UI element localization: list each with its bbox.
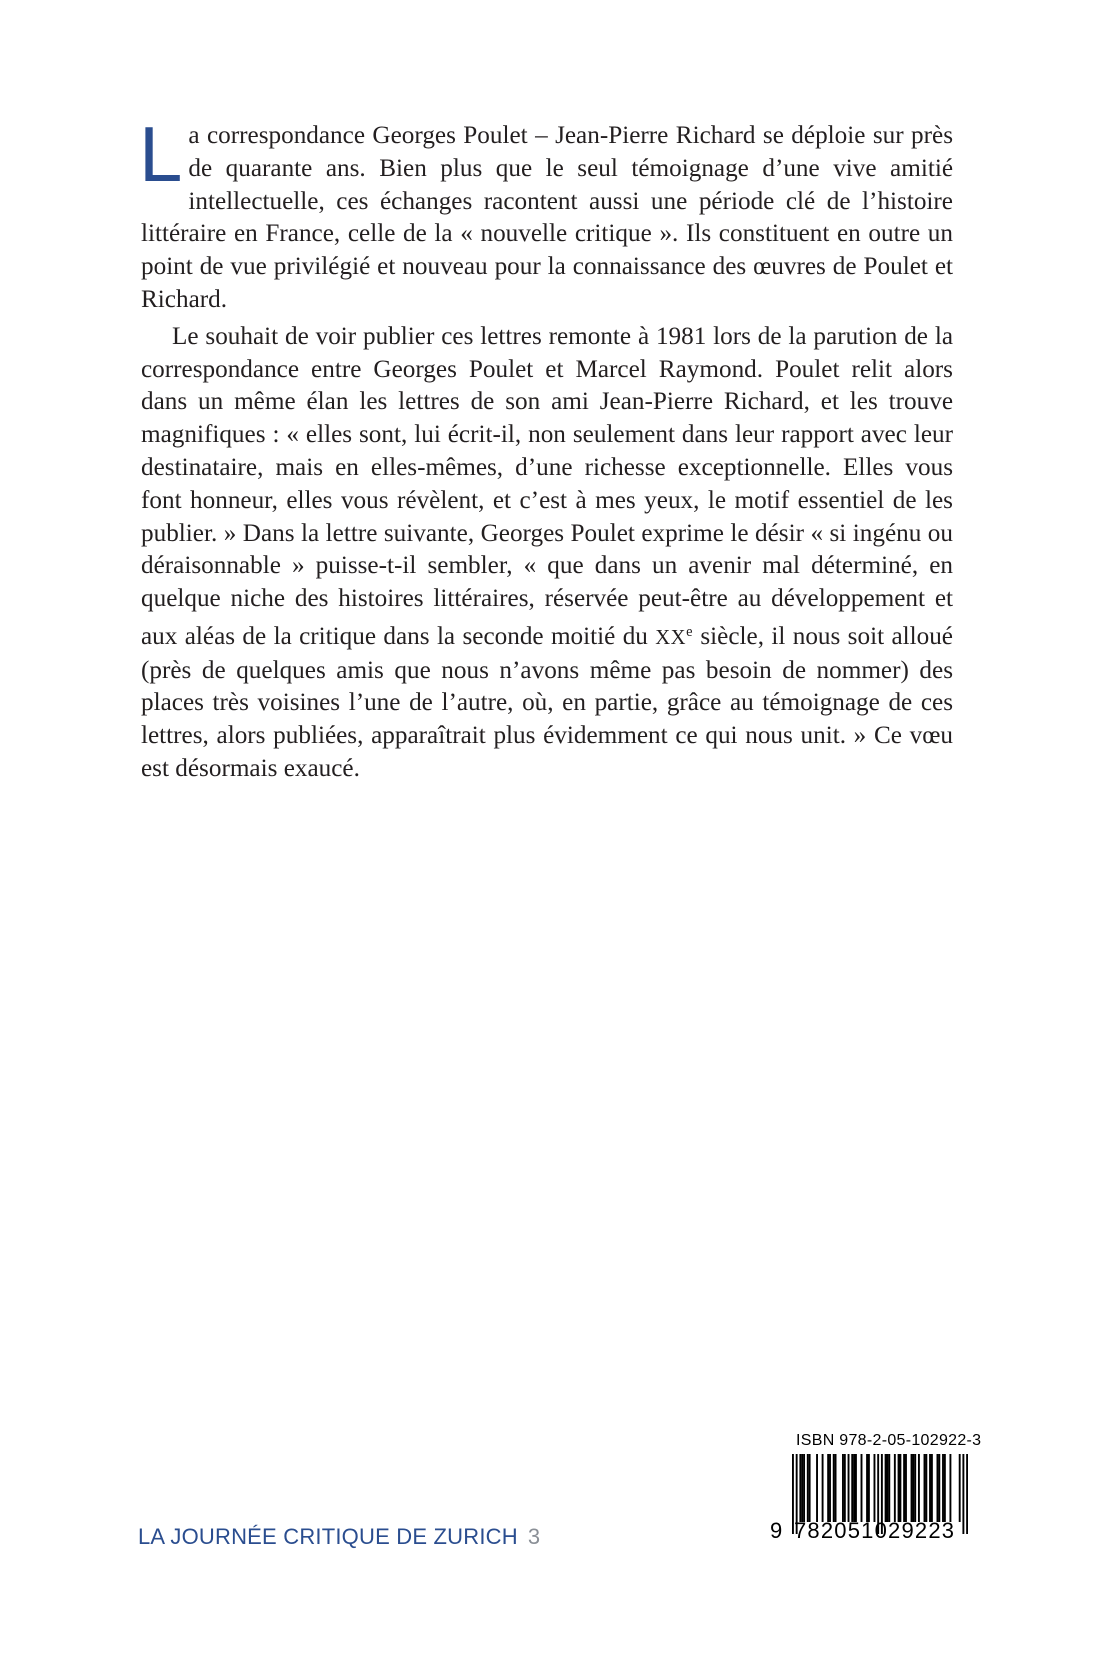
isbn-label: ISBN 978-2-05-102922-3 bbox=[796, 1432, 982, 1449]
barcode-bar bbox=[833, 1454, 835, 1522]
barcode-bar bbox=[903, 1454, 905, 1522]
barcode-bar bbox=[809, 1454, 811, 1522]
barcode-first-digit: 9 bbox=[770, 1518, 783, 1543]
barcode-bar bbox=[962, 1454, 964, 1534]
barcode-bar bbox=[911, 1454, 913, 1522]
barcode-bar bbox=[931, 1454, 933, 1522]
series-name: LA JOURNÉE CRITIQUE DE ZURICH bbox=[138, 1524, 518, 1549]
barcode-bar bbox=[801, 1454, 803, 1522]
barcode-bar bbox=[912, 1454, 914, 1522]
barcode-bar bbox=[803, 1454, 805, 1522]
barcode-bar bbox=[829, 1454, 831, 1522]
barcode-bar bbox=[874, 1454, 876, 1522]
barcode-bar bbox=[944, 1454, 946, 1522]
paragraph-2-text-a: Le souhait de voir publier ces lettres remonte à 1981 lors de la parution de la correspondance entre Georges Poulet et Marcel Raymond. Poulet relit alors dans un même élan les lettres de son ami Jean-Pierre Richard, et les trouve magnifiques : « elles sont, lui écrit-il, non seulement dans leur rapport avec leur destinataire, mais en elles-mêmes, d’une richesse exceptionnelle. Elles vous font honneur, elles vous révèlent, et c’est à mes yeux, le motif essentiel de les publier. » Dans la lettre suivante, Georges Poulet exprime le désir « si ingénu ou déraisonnable » puisse-t-il sembler, « que dans un avenir mal déterminé, en quelque niche des histoires littéraires, réservée peut-être au développement et aux aléas de la critique dans la seconde moitié du bbox=[141, 322, 953, 650]
barcode-bar bbox=[918, 1454, 920, 1522]
barcode-bar bbox=[898, 1454, 900, 1522]
series-number: 3 bbox=[527, 1524, 541, 1549]
barcode-bar bbox=[851, 1454, 853, 1522]
barcode-bar bbox=[827, 1454, 829, 1522]
barcode-bar bbox=[848, 1454, 850, 1522]
paragraph-1 bbox=[139, 110, 953, 317]
barcode-bar bbox=[835, 1454, 837, 1522]
barcode-bar bbox=[844, 1454, 846, 1522]
barcode-bar bbox=[868, 1454, 870, 1522]
century-superscript: e bbox=[686, 623, 694, 640]
century-numeral: XXe bbox=[655, 623, 694, 649]
barcode-bar bbox=[937, 1454, 939, 1522]
isbn-barcode bbox=[770, 1432, 982, 1552]
barcode-bar bbox=[842, 1454, 844, 1522]
barcode-bar bbox=[855, 1454, 857, 1522]
series-title bbox=[138, 1524, 540, 1550]
barcode-bar bbox=[888, 1454, 890, 1522]
barcode-bar bbox=[929, 1454, 931, 1522]
barcode-bar bbox=[938, 1454, 940, 1522]
barcode-bar bbox=[866, 1454, 868, 1522]
barcode-bar bbox=[949, 1454, 951, 1522]
barcode-bar bbox=[942, 1454, 944, 1522]
barcode-bar bbox=[905, 1454, 907, 1522]
barcode-bar bbox=[885, 1454, 887, 1522]
barcode-bar bbox=[853, 1454, 855, 1522]
barcode-bar bbox=[959, 1454, 961, 1522]
drop-cap: L bbox=[139, 110, 183, 198]
paragraph-2 bbox=[141, 321, 953, 786]
paragraph-2-text-b: siècle, il nous soit alloué (près de quelques amis que nous n’avons même pas besoin de nommer) des places très voisines l’une de l’autre, où, en partie, grâce au témoignage de ces lettres, alors publiées, apparaîtrait plus évidemment ce qui nous unit. » Ce vœu est désormais exaucé. bbox=[141, 622, 953, 783]
barcode-bar bbox=[914, 1454, 916, 1522]
barcode-bar bbox=[799, 1454, 801, 1522]
barcode-bar bbox=[899, 1454, 901, 1522]
barcode-bar bbox=[861, 1454, 863, 1522]
barcode-bar bbox=[822, 1454, 824, 1522]
barcode-bar bbox=[886, 1454, 888, 1522]
barcode-bar bbox=[966, 1454, 968, 1534]
barcode-number: 782051029223 bbox=[794, 1518, 956, 1543]
barcode-bar bbox=[925, 1454, 927, 1522]
paragraph-1-text: a correspondance Georges Poulet – Jean-Pierre Richard se déploie sur près de quarante ans. Bien plus que le seul témoignage d’une vive amitié intellectuelle, ces échanges racontent aussi une période clé de l’histoire littéraire en France, celle de la « nouvelle critique ». Ils constituent en outre un point de vue privilégié et nouveau pour la connaissance des œuvres de Poulet et Richard. bbox=[141, 122, 953, 313]
barcode-bar bbox=[807, 1454, 809, 1522]
barcode-bar bbox=[924, 1454, 926, 1522]
barcode-bar bbox=[894, 1454, 896, 1522]
barcode-bar bbox=[816, 1454, 818, 1522]
blurb-text bbox=[139, 110, 953, 786]
